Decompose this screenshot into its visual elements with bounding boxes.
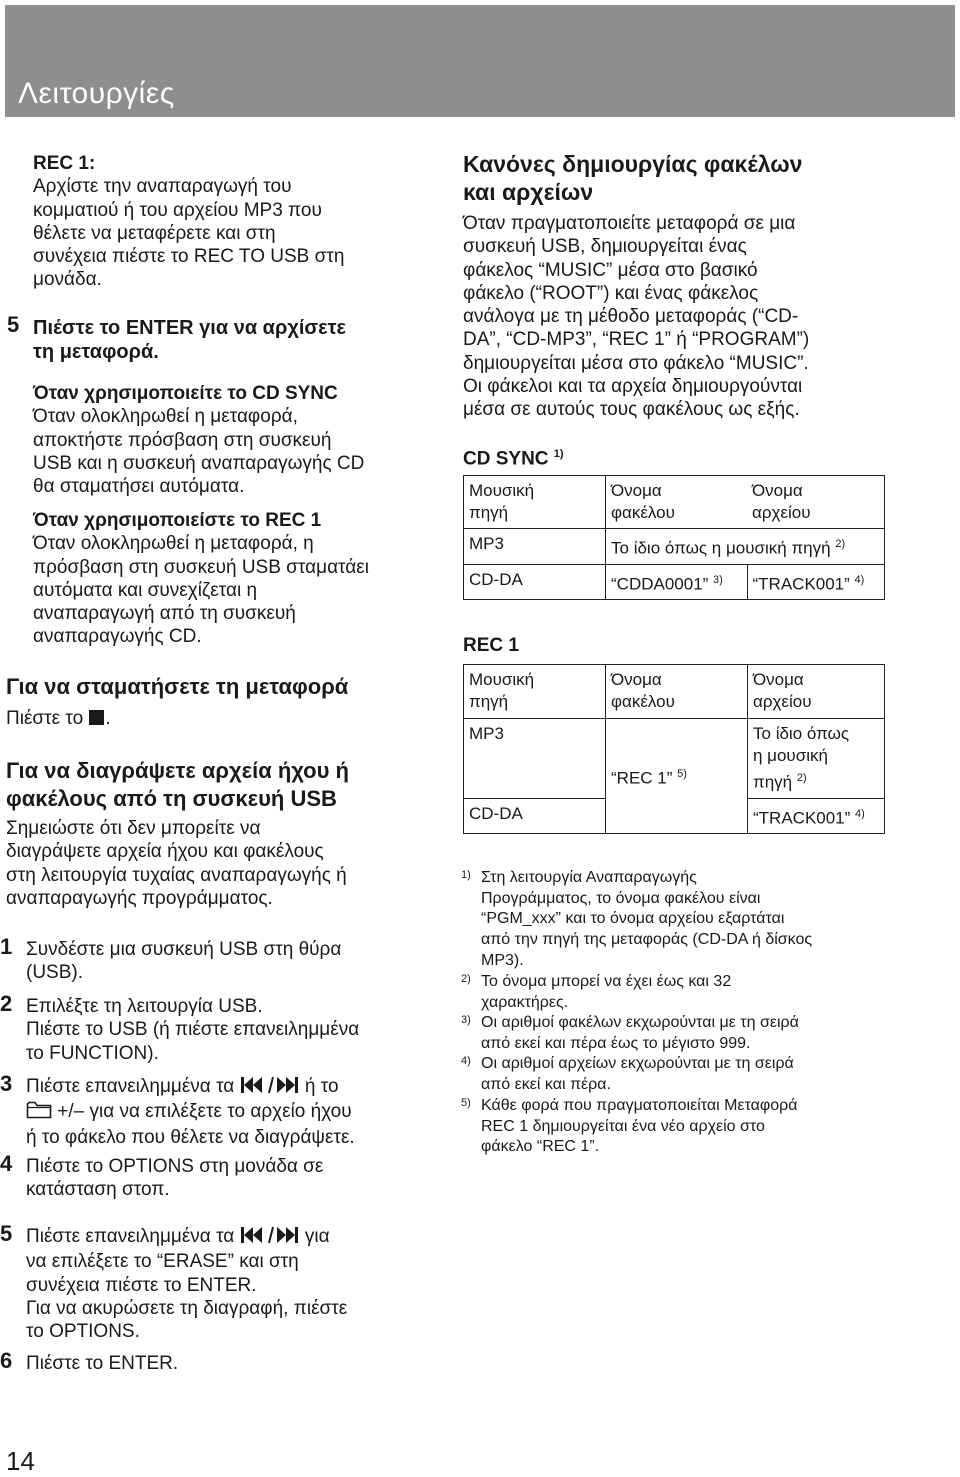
file-cell — [748, 798, 885, 834]
text-line — [26, 1075, 436, 1100]
text-line: Όταν πραγματοποιείτε μεταφορά σε μια — [463, 213, 796, 234]
text-line — [26, 1100, 436, 1125]
cell-text: “CDDA0001” — [611, 574, 709, 594]
text-line: αναπαραγωγής προγράμματος. — [6, 887, 273, 909]
cell-text: “REC 1” — [611, 768, 673, 788]
table-row — [464, 529, 885, 565]
text-line: Κάθε φορά που πραγματοποιείται Μεταφορά — [481, 1097, 798, 1114]
header-cell — [464, 665, 606, 719]
text-line: USB και η συσκευή αναπαραγωγής CD — [33, 452, 365, 474]
text-line: κομματιού ή του αρχείου MP3 που — [33, 199, 322, 221]
text-fragment: Πιέστε το — [6, 708, 84, 729]
cell-line: η μουσική — [753, 746, 828, 765]
header-cell — [606, 665, 748, 719]
source-cell: CD-DA — [464, 798, 606, 834]
section-heading: φακέλους από τη συσκευή USB — [6, 786, 337, 811]
step-text: Πιέστε το ENTER για να αρχίσετε — [33, 317, 346, 339]
cd-sync-table — [463, 475, 885, 600]
text-line: φάκελο (“ROOT”) και ένας φάκελος — [463, 282, 759, 304]
delete-note — [6, 817, 436, 910]
cell-text: πηγή — [753, 772, 793, 792]
text-line: συνέχεια πιέστε το ENTER. — [26, 1274, 257, 1296]
delete-step-6 — [0, 1348, 436, 1375]
left-column — [33, 152, 433, 292]
text-fragment: +/– για να επιλέξετε το αρχείο ήχου — [57, 1101, 352, 1123]
text-line: DA”, “CD-MP3”, “REC 1” ή “PROGRAM”) — [463, 329, 810, 351]
file-cell — [748, 719, 885, 799]
table-row — [464, 719, 885, 799]
prev-next-icon — [240, 1226, 300, 1250]
text-line: “PGM_xxx” και το όνομα αρχείου εξαρτάται — [481, 910, 785, 928]
text-line: ανάλογα με τη μέθοδο μεταφοράς (“CD- — [463, 306, 799, 328]
text-line — [26, 1225, 436, 1250]
text-fragment: Πιέστε επανειλημμένα τα — [26, 1226, 235, 1247]
cell-line: αρχείου — [753, 692, 812, 711]
stop-instruction — [6, 707, 436, 732]
step-number: 2 — [0, 991, 13, 1016]
delete-step-4 — [0, 1151, 436, 1202]
table-header-row — [464, 476, 885, 529]
footnote-ref: 3) — [713, 573, 723, 586]
rules-intro — [463, 212, 943, 422]
cell-line: φακέλου — [611, 692, 675, 711]
text-line: μονάδα. — [33, 269, 102, 291]
footnote-1 — [461, 868, 941, 972]
text-line: MP3). — [481, 951, 524, 969]
footnote-ref: 5) — [677, 767, 687, 780]
footnote-ref: 2) — [796, 772, 807, 784]
rec1-table — [463, 664, 885, 834]
footnote-ref: 2) — [835, 538, 846, 550]
footnote-mark: 1) — [461, 869, 471, 881]
text-line: Οι φάκελοι και τα αρχεία δημιουργούνται — [463, 376, 803, 398]
text-line: θέλετε να μεταφέρετε και στη — [33, 222, 276, 244]
delete-step-2 — [0, 991, 436, 1065]
text-line: χαρακτήρες. — [481, 993, 569, 1011]
footnote-mark: 3) — [461, 1014, 471, 1026]
text-line: Πιέστε το ENTER. — [26, 1353, 179, 1374]
source-cell: CD-DA — [464, 564, 606, 600]
header-cell — [748, 665, 885, 719]
section-heading: Για να σταματήσετε τη μεταφορά — [6, 674, 349, 699]
delete-step-1 — [0, 934, 436, 985]
footnote-2 — [461, 972, 941, 1013]
cell-line: Μουσική — [469, 670, 535, 689]
cd-sync-note — [33, 382, 433, 498]
text-line: ή το φάκελο που θέλετε να διαγράψετε. — [26, 1126, 355, 1148]
cell-line: Όνομα — [611, 670, 662, 689]
text-line: θα σταματήσει αυτόματα. — [33, 476, 245, 498]
step-number: 1 — [0, 934, 13, 959]
footnote-ref: 4) — [855, 807, 865, 820]
cd-sync-label — [463, 448, 564, 470]
text-line: στη λειτουργία τυχαίας αναπαραγωγής ή — [6, 864, 347, 886]
footnote-mark: 2) — [461, 973, 471, 985]
text-line: Όταν ολοκληρωθεί η μεταφορά, η — [33, 533, 314, 555]
table-row — [464, 564, 885, 600]
header-cell — [606, 476, 748, 529]
rec1-instructions — [33, 175, 433, 291]
text-line: δημιουργείται μέσα στο φάκελο “MUSIC”. — [463, 352, 809, 374]
text-fragment: Πιέστε επανειλημμένα τα — [26, 1076, 235, 1097]
step-5-transfer — [7, 312, 433, 364]
text-line: αποκτήστε πρόσβαση στη συσκευή — [33, 429, 332, 451]
footnote-3 — [461, 1013, 941, 1054]
delete-step-3 — [0, 1071, 436, 1149]
footnote-ref: 4) — [854, 573, 865, 586]
merged-cell — [606, 529, 885, 565]
delete-section — [6, 757, 436, 910]
cell-text: Το ίδιο όπως η μουσική πηγή — [611, 538, 831, 558]
note-heading: Όταν χρησιμοποιείστε το REC 1 — [33, 510, 322, 531]
text-line: REC 1 δημιουργείται ένα νέο αρχείο στο — [481, 1117, 765, 1135]
text-line: συνέχεια πιέστε το REC TO USB στη — [33, 246, 345, 268]
text-line: συσκευή USB, δημιουργείται ένας — [463, 236, 747, 258]
text-line: το OPTIONS. — [26, 1321, 140, 1343]
cell-line — [753, 767, 879, 794]
source-cell: MP3 — [464, 719, 606, 799]
cell-line: Όνομα — [752, 481, 803, 500]
footnote-ref: 1) — [553, 448, 564, 460]
text-line: Το όνομα μπορεί να έχει έως και 32 — [481, 973, 732, 990]
footnote-4 — [461, 1054, 941, 1095]
cell-line: Όνομα — [611, 481, 662, 500]
prev-next-icon — [240, 1076, 300, 1100]
folder-cell — [606, 564, 748, 600]
delete-step-5 — [0, 1221, 436, 1343]
text-line: αναπαραγωγής CD. — [33, 626, 202, 648]
step-number: 5 — [7, 312, 20, 337]
text-line: φάκελο “REC 1”. — [481, 1138, 600, 1156]
footnote-5 — [461, 1096, 941, 1158]
text-line: από την πηγή της μεταφοράς (CD-DA ή δίσκος — [481, 931, 813, 949]
header-cell — [464, 476, 606, 529]
section-heading: Κανόνες δημιουργίας φακέλων — [463, 151, 803, 177]
text-line: από εκεί και πέρα. — [481, 1075, 611, 1093]
note-heading: Όταν χρησιμοποιείτε το CD SYNC — [33, 383, 338, 404]
cell-text: “TRACK001” — [752, 574, 850, 594]
cell-line: Το ίδιο όπως — [753, 724, 850, 743]
table-header-row — [464, 665, 885, 719]
text-line: (USB). — [26, 962, 83, 984]
text-line: Επιλέξτε τη λειτουργία USB. — [26, 996, 263, 1017]
text-fragment: για — [304, 1226, 330, 1247]
text-line: Όταν ολοκληρωθεί η μεταφορά, — [33, 406, 298, 428]
stop-section — [6, 673, 436, 732]
section-title: Λειτουργίες — [18, 77, 175, 110]
text-line: πρόσβαση στη συσκευή USB σταματάει — [33, 556, 369, 578]
step-number: 6 — [0, 1348, 13, 1373]
rec1-label: REC 1: — [33, 153, 96, 174]
text-line: διαγράψετε αρχεία ήχου και φακέλους — [6, 841, 324, 863]
text-line: αναπαραγωγή από τη συσκευή — [33, 603, 296, 625]
text-line: το FUNCTION). — [26, 1042, 159, 1064]
rec1-note — [33, 509, 443, 649]
step-number: 3 — [0, 1071, 13, 1096]
text-line: κατάσταση στοπ. — [26, 1179, 170, 1201]
text-line: Προγράμματος, το όνομα φακέλου είναι — [481, 889, 761, 907]
text-line: Οι αριθμοί φακέλων εκχωρούνται με τη σειρά — [481, 1014, 799, 1031]
footnote-mark: 4) — [461, 1055, 471, 1067]
step-number: 5 — [0, 1221, 13, 1246]
text-line: Συνδέστε μια συσκευή USB στη θύρα — [26, 939, 342, 960]
section-heading: και αρχείων — [463, 179, 594, 205]
text-line: να επιλέξετε το “ERASE” και στη — [26, 1251, 299, 1273]
section-heading: Για να διαγράψετε αρχεία ήχου ή — [6, 758, 349, 783]
text-line: Πιέστε το OPTIONS στη μονάδα σε — [26, 1156, 324, 1177]
cell-line: Όνομα — [753, 670, 804, 689]
step-text: τη μεταφορά. — [33, 341, 159, 363]
folder-cell — [606, 719, 748, 834]
text-line: αυτόματα και συνεχίζεται η — [33, 579, 258, 601]
cell-line: φακέλου — [611, 503, 675, 522]
cell-line: Μουσική — [469, 481, 535, 500]
text-fragment: . — [105, 708, 111, 729]
text-line: Σημειώστε ότι δεν μπορείτε να — [6, 818, 261, 839]
footnote-mark: 5) — [461, 1097, 471, 1109]
stop-icon — [88, 709, 105, 732]
text-line: από εκεί και πέρα έως το μέγιστο 999. — [481, 1034, 751, 1052]
text-line: Αρχίστε την αναπαραγωγή του — [33, 176, 292, 198]
source-cell: MP3 — [464, 529, 606, 565]
cell-line: πηγή — [469, 692, 509, 711]
text-line: φάκελος “MUSIC” μέσα στο βασικό — [463, 259, 758, 281]
folder-icon — [26, 1100, 52, 1125]
cell-line: αρχείου — [752, 503, 811, 522]
cell-text: “TRACK001” — [753, 808, 851, 828]
text-line: Πιέστε το USB (ή πιέστε επανειλημμένα — [26, 1019, 360, 1041]
cell-line: πηγή — [469, 503, 509, 522]
text-line: Οι αριθμοί αρχείων εκχωρούνται με τη σειρά — [481, 1055, 794, 1072]
text-line: Για να ακυρώσετε τη διαγραφή, πιέστε — [26, 1297, 348, 1319]
header-cell — [747, 476, 885, 529]
label-text: CD SYNC — [463, 448, 549, 470]
file-cell — [747, 564, 885, 600]
section-header — [5, 5, 955, 117]
step-number: 4 — [0, 1151, 13, 1176]
rules-section — [463, 150, 943, 422]
page-number: 14 — [6, 1446, 35, 1476]
text-fragment: ή το — [304, 1076, 339, 1097]
rec1-table-label: REC 1 — [463, 635, 519, 656]
text-line: Στη λειτουργία Αναπαραγωγής — [481, 869, 697, 886]
text-line: μέσα σε αυτούς τους φακέλους ως εξής. — [463, 399, 800, 421]
